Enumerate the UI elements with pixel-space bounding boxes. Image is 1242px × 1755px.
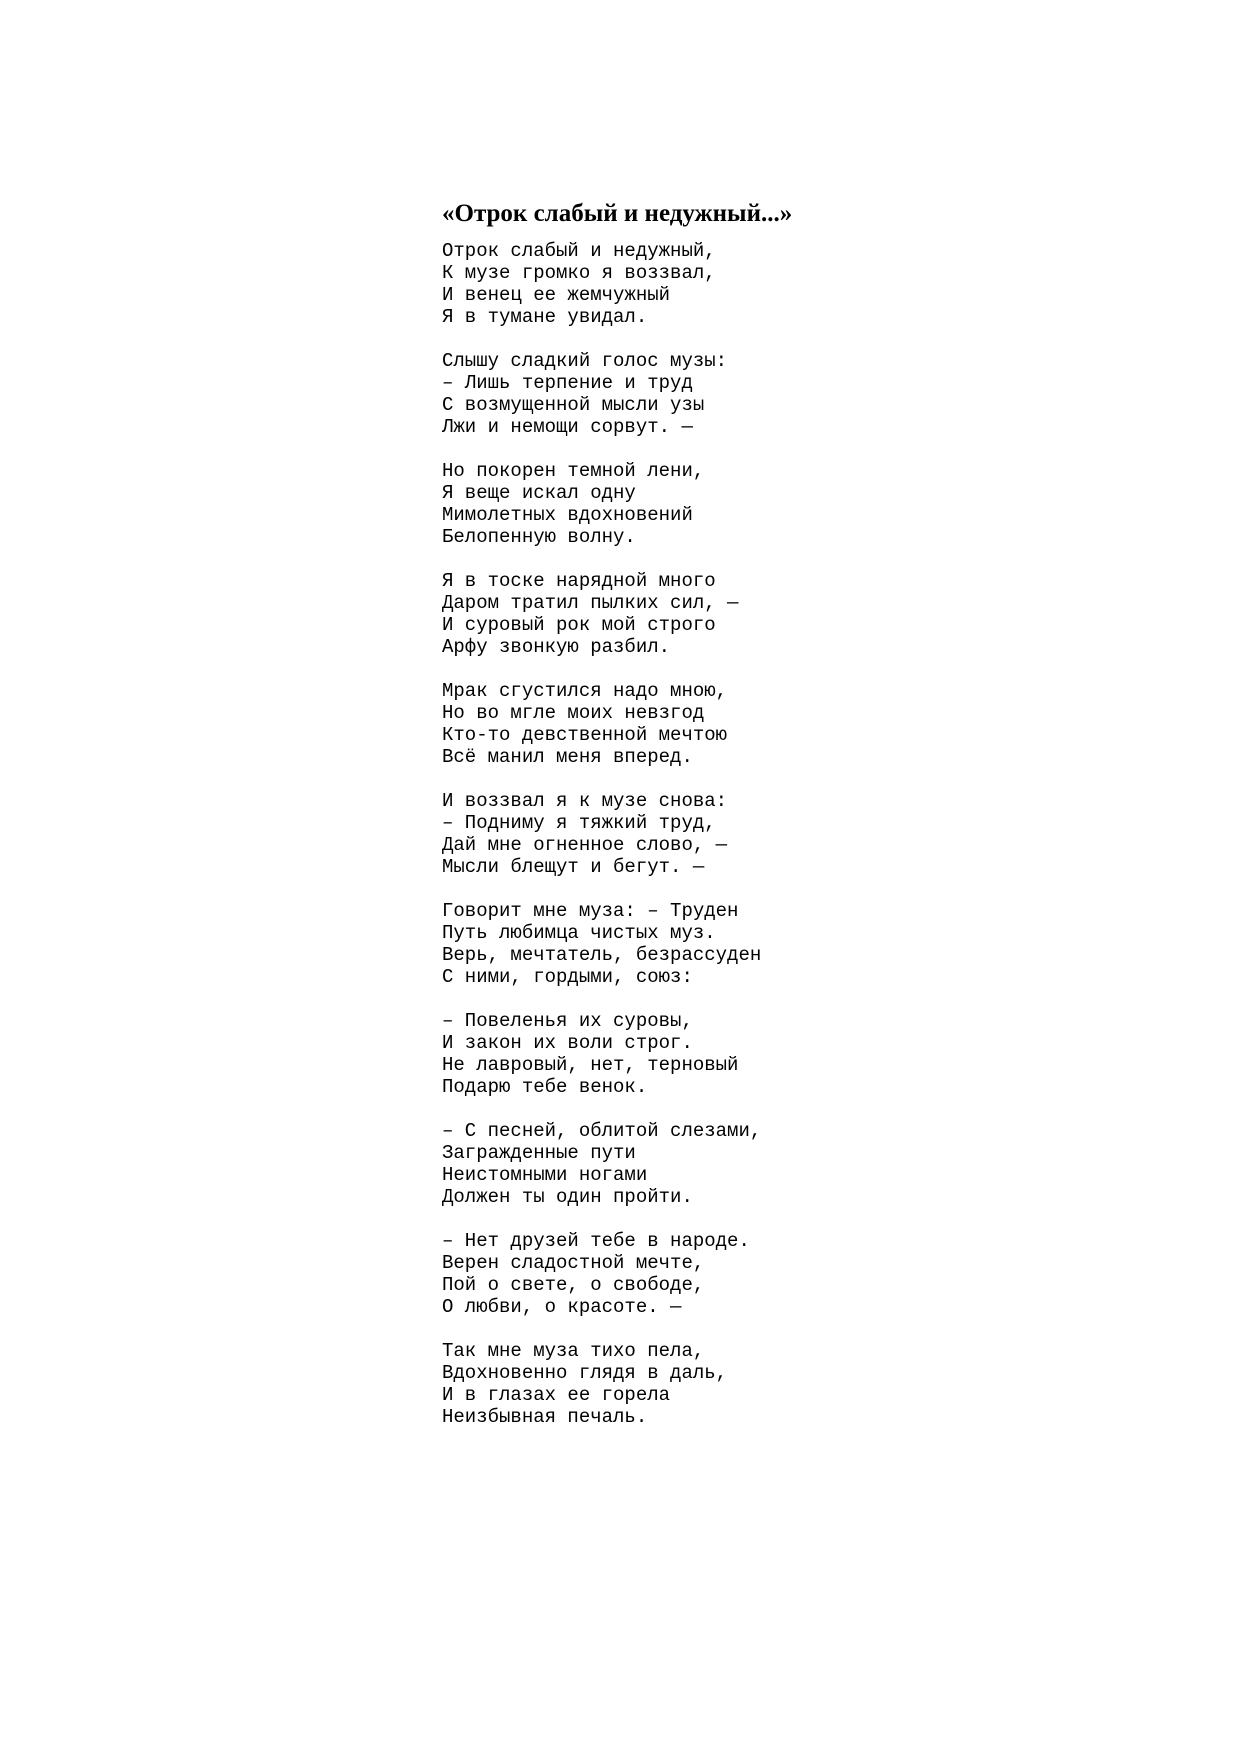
poem-line: Не лавровый, нет, терновый xyxy=(442,1054,739,1076)
poem-line: Слышу сладкий голос музы: xyxy=(442,350,728,372)
poem-line: – Лишь терпение и труд xyxy=(442,372,693,394)
poem-line: Путь любимца чистых муз. xyxy=(442,922,716,944)
stanza xyxy=(442,240,761,328)
poem-line: Дай мне огненное слово, — xyxy=(442,834,728,856)
stanza xyxy=(442,570,761,658)
poem-line: С возмущенной мысли узы xyxy=(442,394,705,416)
stanza xyxy=(442,1120,761,1208)
stanza xyxy=(442,680,761,768)
poem-line: Всё манил меня вперед. xyxy=(442,746,693,768)
poem-line: Вдохновенно глядя в даль, xyxy=(442,1362,728,1384)
poem-line: О любви, о красоте. — xyxy=(442,1296,682,1318)
poem-line: Должен ты один пройти. xyxy=(442,1186,693,1208)
poem-line: С ними, гордыми, союз: xyxy=(442,966,693,988)
poem-line: И в глазах ее горела xyxy=(442,1384,671,1406)
poem-line: Подарю тебе венок. xyxy=(442,1076,648,1098)
poem-line: Загражденные пути xyxy=(442,1142,636,1164)
poem-line: Арфу звонкую разбил. xyxy=(442,636,671,658)
poem-line: Но во мгле моих невзгод xyxy=(442,702,705,724)
poem-title: «Отрок слабый и недужный...» xyxy=(442,200,793,227)
poem-line: Верен сладостной мечте, xyxy=(442,1252,705,1274)
poem-line: И закон их воли строг. xyxy=(442,1032,693,1054)
poem-line: Мысли блещут и бегут. — xyxy=(442,856,705,878)
stanza xyxy=(442,900,761,988)
poem-line: И воззвал я к музе снова: xyxy=(442,790,728,812)
poem-line: Я веще искал одну xyxy=(442,482,636,504)
poem-line: Мрак сгустился надо мною, xyxy=(442,680,728,702)
stanza xyxy=(442,790,761,878)
poem-line: И венец ее жемчужный xyxy=(442,284,671,306)
poem-line: Я в тоске нарядной много xyxy=(442,570,716,592)
poem-line: Мимолетных вдохновений xyxy=(442,504,693,526)
stanza xyxy=(442,1010,761,1098)
poem-line: Лжи и немощи сорвут. — xyxy=(442,416,693,438)
poem-line: И суровый рок мой строго xyxy=(442,614,716,636)
poem-line: – Нет друзей тебе в народе. xyxy=(442,1230,750,1252)
poem-line: К музе громко я воззвал, xyxy=(442,262,716,284)
poem-line: Я в тумане увидал. xyxy=(442,306,648,328)
stanza xyxy=(442,1230,761,1318)
poem-line: Отрок слабый и недужный, xyxy=(442,240,716,262)
poem-line: – Подниму я тяжкий труд, xyxy=(442,812,716,834)
poem-line: – Повеленья их суровы, xyxy=(442,1010,693,1032)
stanza xyxy=(442,1340,761,1428)
poem-line: Верь, мечтатель, безрассуден xyxy=(442,944,762,966)
poem-line: Неизбывная печаль. xyxy=(442,1406,648,1428)
poem-line: – С песней, облитой слезами, xyxy=(442,1120,762,1142)
poem-line: Говорит мне муза: – Труден xyxy=(442,900,739,922)
stanza xyxy=(442,350,761,438)
poem-line: Белопенную волну. xyxy=(442,526,636,548)
poem-line: Но покорен темной лени, xyxy=(442,460,705,482)
poem-line: Так мне муза тихо пела, xyxy=(442,1340,705,1362)
stanza xyxy=(442,460,761,548)
poem-body xyxy=(442,240,761,1450)
poem-line: Кто-то девственной мечтою xyxy=(442,724,728,746)
poem-line: Пой о свете, о свободе, xyxy=(442,1274,705,1296)
poem-line: Неистомными ногами xyxy=(442,1164,648,1186)
poem-line: Даром тратил пылких сил, — xyxy=(442,592,739,614)
